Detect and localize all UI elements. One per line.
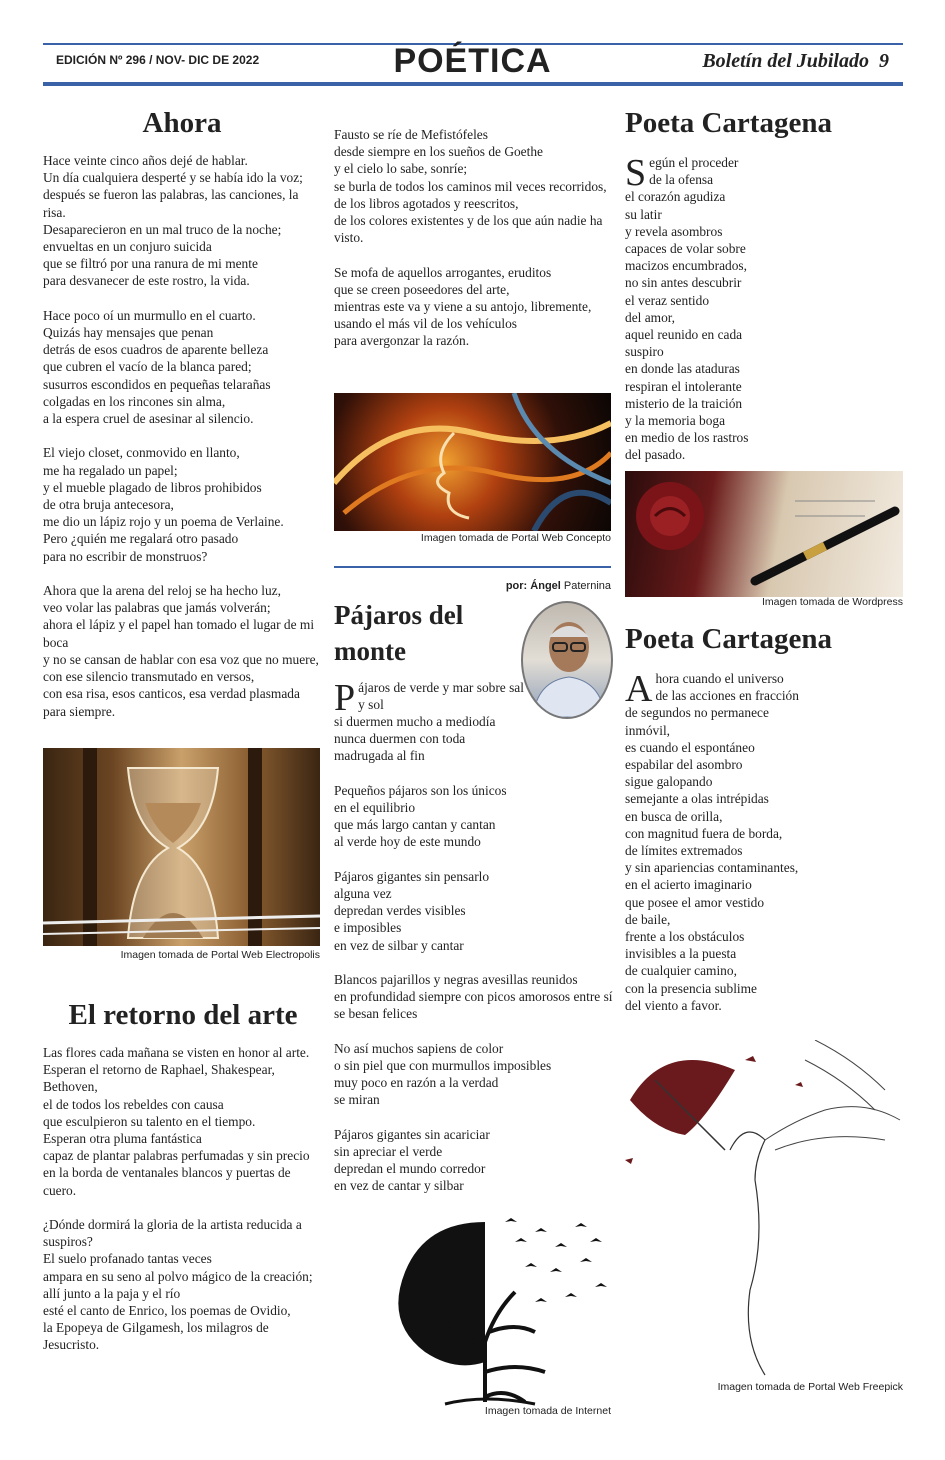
hourglass-icon	[43, 748, 320, 946]
article-title: Poeta Cartagena	[625, 623, 832, 655]
author-avatar	[521, 601, 613, 719]
article-title: Poeta Cartagena	[625, 107, 832, 139]
article-title: Pájaros del monte	[334, 600, 464, 666]
image-caption: Imagen tomada de Portal Web Electropolis	[120, 949, 320, 961]
image-caption: Imagen tomada de Portal Web Freepick	[717, 1381, 903, 1393]
article-pajaros-title	[334, 597, 524, 669]
article-retorno	[43, 998, 323, 1354]
umbrella-woman-icon	[625, 1040, 903, 1380]
section-title: POÉTICA	[393, 42, 552, 80]
pajaros-opening	[334, 677, 524, 719]
publication-name: Boletín del Jubilado	[702, 50, 869, 72]
article-title: Ahora	[142, 107, 222, 139]
edition-label: EDICIÓN Nº 296 / NOV- DIC DE 2022	[56, 53, 260, 67]
section-divider	[334, 566, 611, 568]
byline	[334, 580, 611, 592]
tree-birds-image	[385, 1212, 615, 1408]
image-caption: Imagen tomada de Internet	[484, 1405, 611, 1417]
article-title: El retorno del arte	[68, 999, 298, 1031]
article-cartagena-2	[625, 622, 903, 1014]
rose-pen-icon	[625, 471, 903, 597]
dropcap: P	[334, 677, 356, 719]
poem-text: Fausto se ríe de Mefistófeles desde siempre en los sueños de Goethe y el cielo lo sabe, sonríe; se burla de todos los caminos mil veces recorridos, de los libros agotados y reescritos, de los colores existentes y de los que aún nadie ha visto. Se mofa de aquellos arrogantes, eruditos que se creen poseedores del arte, mientras este va y viene a su antojo, libremente, usando el más vil de los vehículos para avergonzar la razón.	[334, 127, 607, 349]
byline-prefix: por:	[505, 580, 528, 592]
dropcap: A	[625, 668, 653, 710]
hourglass-image	[43, 748, 320, 946]
abstract-face-icon	[334, 393, 611, 531]
poem-opening: egún el proceder de la ofensa	[649, 155, 739, 188]
image-caption: Imagen tomada de Portal Web Concepto	[420, 532, 611, 544]
page-number: 9	[879, 50, 889, 72]
tree-birds-icon	[385, 1212, 615, 1408]
article-cartagena-1	[625, 106, 903, 464]
abstract-art-image	[334, 393, 611, 531]
umbrella-woman-image	[625, 1040, 903, 1380]
publication-header	[702, 50, 889, 73]
poem-text: Hace veinte cinco años dejé de hablar. Un día cualquiera desperté y se había ido la voz; después se fueron las palabras, las canciones, la risa. Desaparecieron en un mal truco de la noche; envueltas en un conjuro suicida que se filtró por una ranura de mi mente para desvanecer de este rostro, la vida. Hace poco oí un murmullo en el cuarto. Quizás hay mensajes que penan detrás de esos cuadros de aparente belleza que cubren el vacío de la blanca pared; susurros escondidos en pequeñas telarañas colgadas en los rincones sin alma, a la espera cruel de asesinar al silencio. El viejo closet, conmovido en llanto, me ha regalado un papel; y el mueble plagado de libros prohibidos de otra bruja antecesora, me dio un lápiz rojo y un poema de Verlaine. Pero ¿quién me regalará otro pasado para no escribir de monstruos? Ahora que la arena del reloj se ha hecho luz, veo volar las palabras que jamás volverán; ahora el lápiz y el papel han tomado el lugar de mi boca y no se cansan de hablar con esa voz que no muere, con ese silencio transmutado en versos, con esa risa, esos canticos, esa verdad plasmada para siempre.	[43, 153, 319, 719]
image-caption: Imagen tomada de Wordpress	[761, 596, 903, 608]
poem-text: de segundos no permanece inmóvil, es cuando el espontáneo espabilar del asombro sigue galopando semejante a olas intrépidas en busca de orilla, con magnitud fuera de borda, de límites extremados y sin apariencias contaminantes, en el acierto imaginario que posee el amor vestido de baile, frente a los obstáculos invisibles a la puesta de cualquier camino, con la presencia sublime del viento a favor.	[625, 705, 799, 1013]
poem-text: el corazón agudiza su latir y revela asombros capaces de volar sobre macizos encumbrados, no sin antes descubrir el veraz sentido del amor, aquel reunido en cada suspiro en donde las ataduras respiran el intolerante misterio de la traición y la memoria boga en medio de los rastros del pasado.	[625, 189, 749, 463]
poem-opening: hora cuando el universo de las acciones en fracción	[655, 671, 799, 704]
poem-text: si duermen mucho a mediodía nunca duermen con toda madrugada al fin Pequeños pájaros son los únicos en el equilibrio que más largo cantan y cantan al verde hoy de este mundo Pájaros gigantes sin pensarlo alguna vez depredan verdes visibles e imposibles en vez de silbar y cantar Blancos pajarillos y negras avesillas reunidos en profundidad siempre con picos amorosos entre sí se besan felices No así muchos sapiens de color o sin piel que con murmullos imposibles muy poco en razón a la verdad se miran Pájaros gigantes sin acariciar sin apreciar el verde depredan el mundo corredor en vez de cantar y silbar	[334, 714, 613, 1194]
article-fausto	[334, 126, 612, 350]
article-ahora	[43, 106, 321, 720]
author-first-name: Ángel	[530, 580, 561, 592]
rose-pen-image	[625, 471, 903, 597]
author-last-name: Paternina	[563, 580, 611, 592]
article-pajaros	[334, 713, 614, 1195]
dropcap: S	[625, 152, 647, 194]
author-portrait-icon	[523, 603, 611, 717]
poem-opening: ájaros de verde y mar sobre sal y sol	[358, 680, 524, 713]
header-bottom-rule	[43, 82, 903, 86]
poem-text: Las flores cada mañana se visten en honor al arte. Esperan el retorno de Raphael, Shakespear, Bethoven, el de todos los rebeldes con causa que esculpieron su talento en el tiempo. Esperan otra pluma fantástica capaz de plantar palabras perfumadas y sin precio en la borda de ventanales blancos y puertas de cuero. ¿Dónde dormirá la gloria de la artista reducida a suspiros? El suelo profanado tantas veces ampara en su seno al polvo mágico de la creación; allí junto a la paja y el río esté el canto de Enrico, los poemas de Ovidio, la Epopeya de Gilgamesh, los milagros de Jesucristo.	[43, 1045, 313, 1353]
